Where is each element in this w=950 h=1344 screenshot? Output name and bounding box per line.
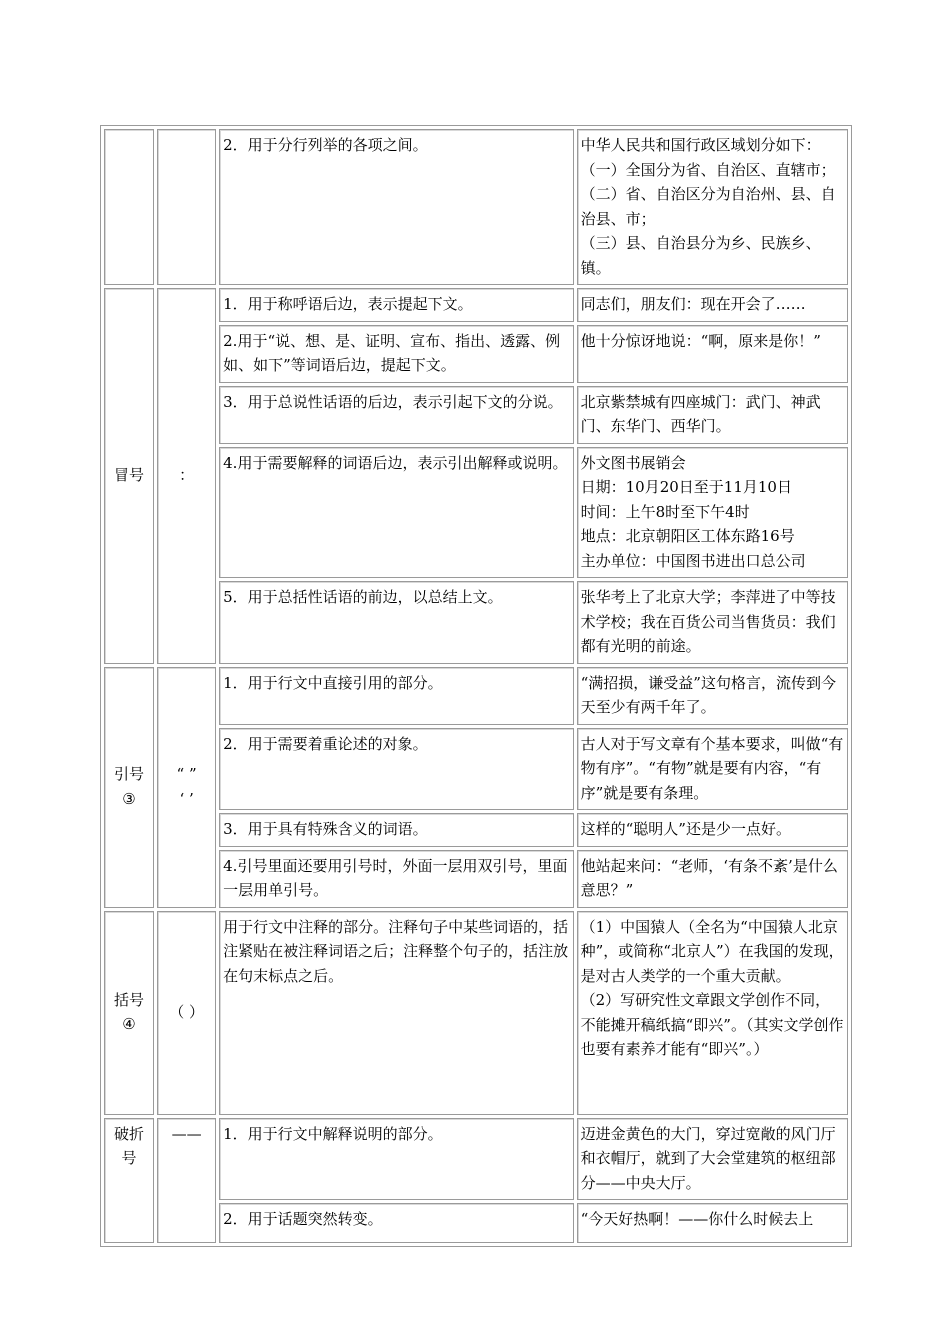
example-cell: “今天好热啊！——你什么时候去上	[577, 1203, 848, 1243]
punctuation-symbol: “ ” ‘ ’	[176, 765, 197, 808]
punctuation-name-cell	[104, 667, 154, 908]
usage-cell: 2.用于“说、想、是、证明、宣布、指出、透露、例如、如下”等词语后边，提起下文。	[219, 325, 573, 383]
example-cell: “满招损，谦受益”这句格言，流传到今天至少有两千年了。	[577, 667, 848, 725]
usage-cell: 4.引号里面还要用引号时，外面一层用双引号，里面一层用单引号。	[219, 850, 573, 908]
punctuation-symbol: ：	[179, 466, 195, 484]
punctuation-note-number: ④	[122, 1015, 136, 1033]
table-row	[104, 1118, 848, 1201]
usage-cell: 用于行文中注释的部分。注释句子中某些词语的，括注紧贴在被注释词语之后；注释整个句子的，括注放在句末标点之后。	[219, 911, 573, 1115]
example-cell: 他十分惊讶地说：“啊，原来是你！”	[577, 325, 848, 383]
example-cell	[577, 447, 848, 579]
table-body	[104, 129, 848, 1243]
punctuation-name: 破折	[114, 1124, 145, 1143]
example-line: （2）写研究性文章跟文学创作不同，不能摊开稿纸搞“即兴”。（其实文学创作也要有素养才能有“即兴”。）	[580, 991, 844, 1058]
punctuation-name-continued: 号	[121, 1149, 137, 1167]
punctuation-symbol: ——	[171, 1124, 202, 1143]
punctuation-symbol-cell	[157, 667, 216, 908]
example-cell: 张华考上了北京大学；李萍进了中等技术学校；我在百货公司当售货员：我们都有光明的前途。	[577, 581, 848, 664]
example-line: （二）省、自治区分为自治州、县、自治县、市；	[580, 185, 836, 228]
example-cell: 北京紫禁城有四座城门：武门、神武门、东华门、西华门。	[577, 386, 848, 444]
example-line: 日期：10月20日至于11月10日	[580, 478, 792, 496]
example-cell	[577, 129, 848, 285]
usage-cell: 2．用于话题突然转变。	[219, 1203, 573, 1243]
usage-cell: 1．用于行文中直接引用的部分。	[219, 667, 573, 725]
punctuation-symbol-cell	[157, 911, 216, 1115]
punctuation-name: 引号	[114, 765, 145, 783]
usage-cell: 1．用于称呼语后边，表示提起下文。	[219, 288, 573, 322]
usage-cell: 5．用于总括性话语的前边，以总结上文。	[219, 581, 573, 664]
usage-cell: 2．用于需要着重论述的对象。	[219, 728, 573, 811]
example-line: 时间：上午8时至下午4时	[580, 502, 750, 521]
example-line: 外文图书展销会	[580, 453, 686, 472]
example-cell: 古人对于写文章有个基本要求，叫做“有物有序”。“有物”就是要有内容，“有序”就是要有条理。	[577, 728, 848, 811]
example-cell: 这样的“聪明人”还是少一点好。	[577, 813, 848, 847]
punctuation-note-number: ③	[122, 789, 136, 808]
punctuation-name-cell	[104, 288, 154, 664]
punctuation-symbol: （ ）	[169, 1002, 204, 1021]
table-row	[104, 288, 848, 322]
table-row	[104, 129, 848, 285]
example-line: （1）中国猿人（全名为“中国猿人北京种”，或简称“北京人”）在我国的发现，是对古人类学的一个重大贡献。	[580, 917, 844, 985]
punctuation-name-cell	[104, 911, 154, 1115]
table-row	[104, 667, 848, 725]
table-row	[104, 911, 848, 1115]
example-line: 中华人民共和国行政区域划分如下：	[580, 136, 821, 154]
example-line: （一）全国分为省、自治区、直辖市；	[580, 160, 836, 179]
example-cell: 同志们，朋友们：现在开会了……	[577, 288, 848, 322]
punctuation-symbol-cell	[157, 129, 216, 285]
punctuation-name: 冒号	[114, 466, 145, 484]
usage-cell: 4.用于需要解释的词语后边，表示引出解释或说明。	[219, 447, 573, 579]
example-cell	[577, 911, 848, 1115]
example-cell: 迈进金黄色的大门，穿过宽敞的风门厅和衣帽厅，就到了大会堂建筑的枢纽部分——中央大厅。	[577, 1118, 848, 1201]
punctuation-name-cell	[104, 129, 154, 285]
usage-cell: 3．用于具有特殊含义的词语。	[219, 813, 573, 847]
usage-cell: 1．用于行文中解释说明的部分。	[219, 1118, 573, 1201]
punctuation-symbol-cell	[157, 288, 216, 664]
example-line: （三）县、自治县分为乡、民族乡、镇。	[580, 234, 821, 277]
punctuation-name-cell	[104, 1118, 154, 1244]
example-line: 地点：北京朝阳区工体东路16号	[580, 527, 795, 545]
punctuation-table-page	[100, 125, 852, 1228]
example-line: 主办单位：中国图书进出口总公司	[580, 551, 806, 570]
usage-cell: 2．用于分行列举的各项之间。	[219, 129, 573, 285]
punctuation-table	[100, 125, 852, 1247]
example-cell: 他站起来问：“老师，‘有条不紊’是什么意思？”	[577, 850, 848, 908]
punctuation-symbol-cell	[157, 1118, 216, 1244]
punctuation-name: 括号	[114, 990, 145, 1009]
usage-cell: 3．用于总说性话语的后边，表示引起下文的分说。	[219, 386, 573, 444]
